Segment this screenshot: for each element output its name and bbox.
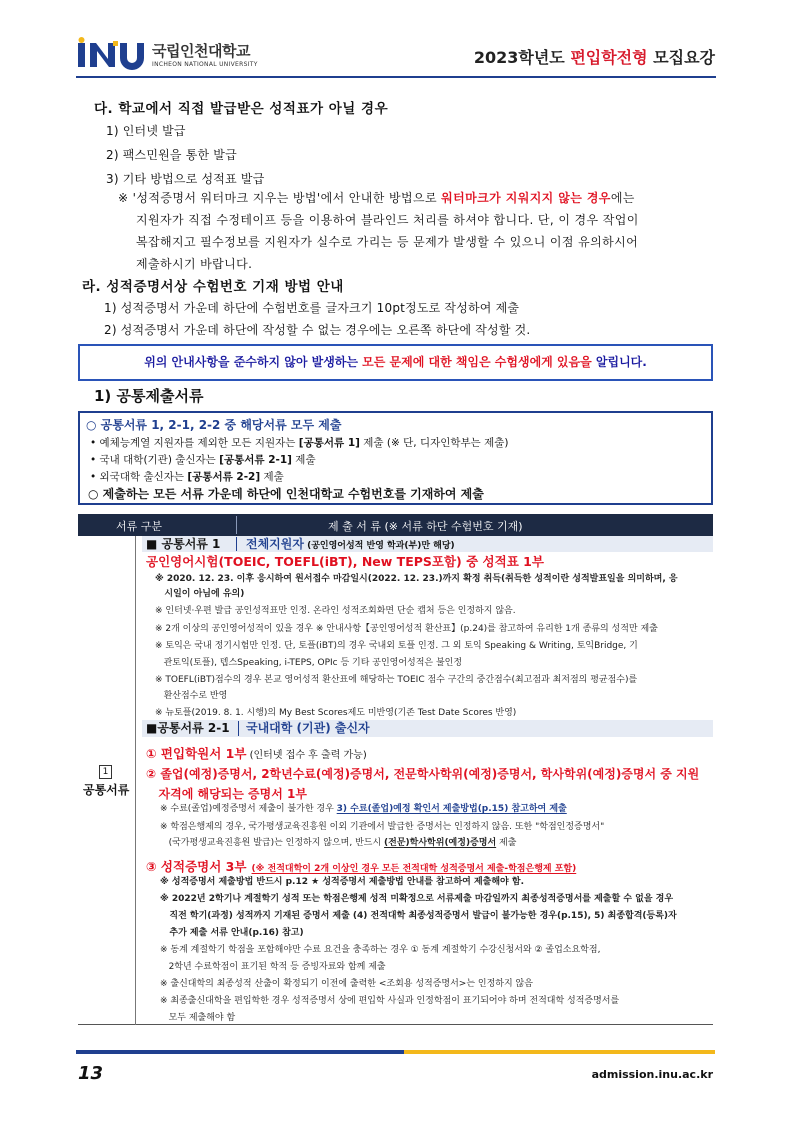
note: ※ 학점은행제의 경우, 국가평생교육진흥원 이외 기관에서 발급한 증명서는 인정하지 않음. 또한 "학점인정증명서" [160, 822, 605, 832]
note: 시일이 아님에 유의) [155, 589, 245, 599]
note: (국가평생교육진흥원 발급)는 인정하지 않으며, 반드시 (전문)학사학위(예정)증명서 제출 [160, 838, 517, 848]
logo-subtext: INCHEON NATIONAL UNIVERSITY [152, 61, 258, 68]
inu-logo-mark [76, 37, 146, 71]
list-item: 3) 기타 방법으로 성적표 발급 [106, 172, 265, 186]
website-link[interactable]: admission.inu.ac.kr [591, 1068, 713, 1081]
list-item: 2) 성적증명서 가운데 하단에 작성할 수 없는 경우에는 오른쪽 하단에 작성할 것. [104, 323, 531, 337]
footer-bar-blue [76, 1050, 404, 1054]
note: ※ 출신대학의 최종성적 산출이 확정되기 이전에 출력한 <조회용 성적증명서>는 인정하지 않음 [160, 979, 533, 989]
note: ※ 2020. 12. 23. 이후 응시하여 원서접수 마감일시(2022. 12. 23.)까지 확정 취득(취득한 성적이란 성적발표일을 의미하며, 응 [155, 574, 678, 584]
section-da-title: 다. 학교에서 직접 발급받은 성적표가 아닐 경우 [94, 101, 389, 117]
watermark-note: ※ '성적증명서 워터마크 지우는 방법'에서 안내한 방법으로 워터마크가 지워지지 않는 경우에는 [118, 191, 635, 205]
reference-link[interactable]: 3) 수료(졸업)예정 확인서 제출방법(p.15) 참고하여 제출 [336, 804, 567, 814]
note: 모두 제출해야 함 [160, 1013, 236, 1023]
category-bar: ■공통서류 2-1 국내대학 (기관) 출신자 [142, 720, 713, 737]
note: ※ 최종출신대학을 편입학한 경우 성적증명서 상에 편입학 사실과 인정학점이 표기되어야 하며 전적대학 성적증명서를 [160, 996, 620, 1006]
table-header-right: 제 출 서 류 (※ 서류 하단 수험번호 기재) [328, 520, 523, 533]
note: ※ 뉴토플(2019. 8. 1. 시행)의 My Best Scores제도 미반영(기존 Test Date Scores 반영) [155, 708, 517, 718]
note: ※ 인터넷·우편 발급 공인성적표만 인정. 온라인 성적조회화면 단순 캡처 등은 인정하지 않음. [155, 606, 516, 616]
row-number: 1 [99, 765, 112, 779]
table-header [78, 514, 713, 536]
item-title: ② 졸업(예정)증명서, 2학년수료(예정)증명서, 전문학사학위(예정)증명서, 학사학위(예정)증명서 중 지원 [146, 767, 700, 781]
note: 직전 학기(과정) 성적까지 기재된 증명서 제출 (4) 전적대학 최종성적증명서 발급이 불가능한 경우(p.15), 5) 최종합격(등록)자 [160, 911, 677, 921]
table-header-left: 서류 구분 [116, 520, 163, 533]
summary-head: ○ 공통서류 1, 2-1, 2-2 중 해당서류 모두 제출 [86, 418, 342, 432]
list-item: 2) 팩스민원을 통한 발급 [106, 148, 237, 162]
note: ※ 2022년 2학기나 계절학기 성적 또는 학점은행제 성적 미확정으로 서류제출 마감일까지 최종성적증명서를 제출할 수 없을 경우 [160, 894, 674, 904]
list-item: 1) 성적증명서 가운데 하단에 수험번호를 글자크기 10pt정도로 작성하여 제출 [104, 301, 520, 315]
summary-bullet: • 국내 대학(기관) 출신자는 [공통서류 2-1] 제출 [90, 454, 316, 466]
note: 환산점수로 반영 [155, 691, 228, 701]
note: ※ 수료(졸업)예정증명서 제출이 불가한 경우 3) 수료(졸업)예정 확인서 제출방법(p.15) 참고하여 제출 [160, 804, 567, 814]
note: ※ 성적증명서 제출방법 반드시 p.12 ★ 성적증명서 제출방법 안내를 참고하여 제출해야 함. [160, 877, 524, 887]
page-number: 13 [78, 1063, 104, 1084]
summary-bullet: • 외국대학 출신자는 [공통서류 2-2] 제출 [90, 471, 284, 483]
note: ※ 2개 이상의 공인영어성적이 있을 경우 ※ 안내사항【공인영어성적 환산표】(p.24)를 참고하여 유리한 1개 종류의 성적만 제출 [155, 624, 658, 634]
header-title: 2023학년도 편입학전형 모집요강 [473, 48, 715, 67]
watermark-note-line: 제출하시기 바랍니다. [136, 257, 253, 271]
note: ※ 동계 계절학기 학점을 포함해야만 수료 요건을 충족하는 경우 ① 동계 계절학기 수강신청서와 ② 졸업소요학점, [160, 945, 601, 955]
item-title: 자격에 해당되는 증명서 1부 [146, 787, 307, 801]
row-label: 공통서류 [83, 783, 130, 797]
section-title: 1) 공통제출서류 [94, 387, 204, 405]
category-bar: ■ 공통서류 1 전체지원자 (공인영어성적 반영 학과(부)만 해당) [142, 536, 713, 552]
section-ra-title: 라. 성적증명서상 수험번호 기재 방법 안내 [82, 279, 344, 295]
watermark-note-line: 복잡해지고 필수정보를 지원자가 실수로 가리는 등 문제가 발생할 수 있으니 이점 유의하시어 [136, 235, 639, 249]
summary-last: ○ 제출하는 모든 서류 가운데 하단에 인천대학교 수험번호를 기재하여 제출 [88, 487, 484, 501]
note: 관토익(토플), 텝스Speaking, i-TEPS, OPIc 등 기타 공인영어성적은 불인정 [155, 658, 463, 668]
note: ※ TOEFL(iBT)점수의 경우 본교 영어성적 환산표에 해당하는 TOEIC 점수 구간의 중간점수(최고점과 최저점의 평균점수)를 [155, 675, 638, 685]
item-title: 공인영어시험(TOEIC, TOEFL(iBT), New TEPS포함) 중 성적표 1부 [146, 554, 544, 569]
list-item: 1) 인터넷 발급 [106, 124, 186, 138]
note: 추가 제출 서류 안내(p.16) 참고) [160, 928, 304, 938]
note: 2학년 수료학점이 표기된 학적 등 증빙자료와 함께 제출 [160, 962, 386, 972]
warning-box: 위의 안내사항을 준수하지 않아 발생하는 모든 문제에 대한 책임은 수험생에게 있음을 알립니다. [78, 344, 713, 381]
footer-bar-yellow [404, 1050, 715, 1054]
note: ※ 토익은 국내 정기시험만 인정. 단, 토플(iBT)의 경우 국내외 토플 인정. 그 외 토익 Speaking & Writing, 토익Bridge, 기 [155, 641, 638, 651]
header-divider [76, 76, 716, 78]
summary-box [78, 411, 713, 505]
logo-text: 국립인천대학교 [152, 42, 250, 60]
watermark-note-line: 지원자가 직접 수정테이프 등을 이용하여 블라인드 처리를 하셔야 합니다. 단, 이 경우 작업이 [136, 213, 639, 227]
category-title: 전체지원자 [246, 537, 304, 551]
category-title: 국내대학 (기관) 출신자 [246, 721, 370, 735]
item-title: ③ 성적증명서 3부 (※ 전적대학이 2개 이상인 경우 모든 전적대학 성적증명서 제출-학점은행제 포함) [146, 859, 577, 874]
item-title: ① 편입학원서 1부 (인터넷 접수 후 출력 가능) [146, 746, 367, 761]
summary-bullet: • 예체능계열 지원자를 제외한 모든 지원자는 [공통서류 1] 제출 (※ 단, 디자인학부는 제출) [90, 437, 509, 449]
